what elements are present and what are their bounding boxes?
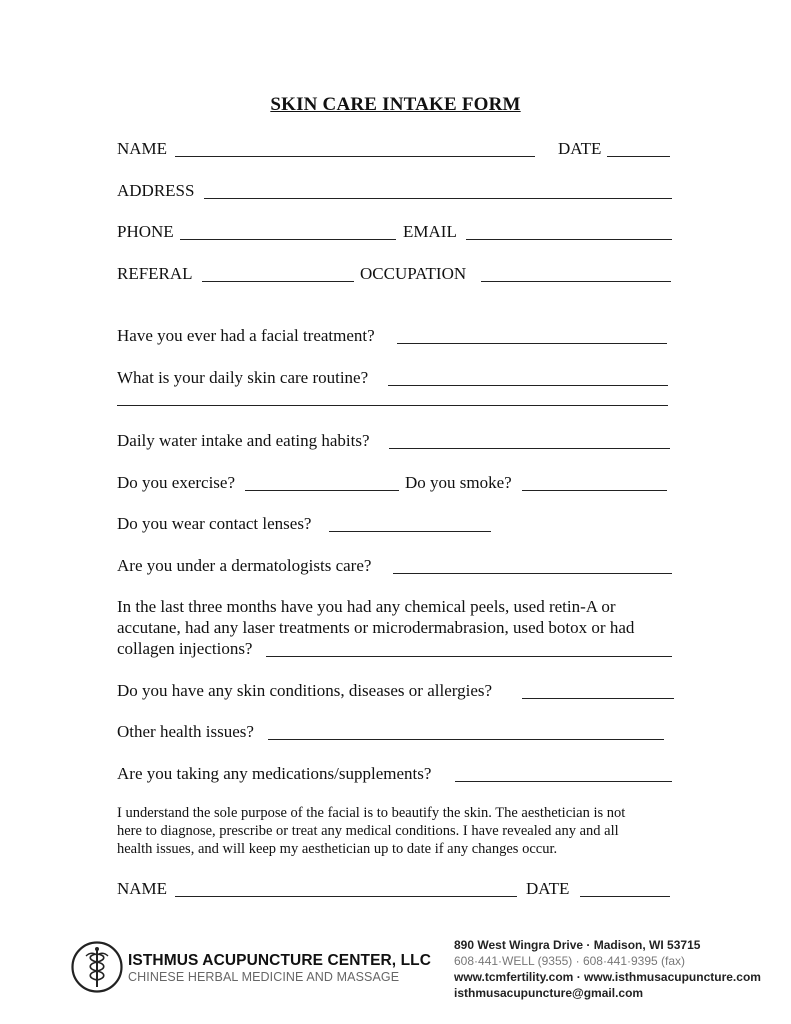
question-conditions: Do you have any skin conditions, diseases or allergies? [117, 681, 493, 700]
company-tagline: CHINESE HERBAL MEDICINE AND MASSAGE [128, 970, 400, 984]
question-exercise: Do you exercise? [117, 473, 236, 492]
answer-facial-field[interactable] [397, 343, 667, 344]
address-field[interactable] [204, 198, 672, 199]
statement-line2: here to diagnose, prescribe or treat any medical conditions. I have revealed any and all [117, 823, 619, 839]
address-label: ADDRESS [117, 181, 195, 200]
date-field[interactable] [607, 156, 670, 157]
question-peels-line2: accutane, had any laser treatments or microdermabrasion, used botox or had [117, 618, 635, 637]
answer-contacts-field[interactable] [329, 531, 491, 532]
answer-dermatologist-field[interactable] [393, 573, 672, 574]
signoff-name-field[interactable] [175, 896, 517, 897]
question-dermatologist: Are you under a dermatologists care? [117, 556, 372, 575]
footer-address: 890 West Wingra Drive · Madison, WI 53715 [454, 938, 701, 952]
answer-exercise-field[interactable] [245, 490, 399, 491]
question-smoke: Do you smoke? [405, 473, 512, 492]
footer-websites: www.tcmfertility.com · www.isthmusacupuncture.com [454, 970, 761, 984]
date-label: DATE [558, 139, 602, 158]
phone-label: PHONE [117, 222, 174, 241]
question-peels-line3: collagen injections? [117, 639, 253, 658]
phone-field[interactable] [180, 239, 396, 240]
answer-health-field[interactable] [268, 739, 664, 740]
statement-line1: I understand the sole purpose of the facial is to beautify the skin. The aesthetician is not [117, 805, 626, 821]
question-routine: What is your daily skin care routine? [117, 368, 369, 387]
footer-phone: 608·441·WELL (9355) · 608·441·9395 (fax) [454, 954, 686, 968]
question-water: Daily water intake and eating habits? [117, 431, 370, 450]
question-peels-line1: In the last three months have you had any chemical peels, used retin-A or [117, 597, 616, 616]
answer-peels-field[interactable] [266, 656, 672, 657]
signoff-name-label: NAME [117, 879, 168, 898]
question-facial: Have you ever had a facial treatment? [117, 326, 375, 345]
form-title: SKIN CARE INTAKE FORM [270, 94, 521, 115]
answer-water-field[interactable] [389, 448, 670, 449]
referal-field[interactable] [202, 281, 354, 282]
signoff-date-field[interactable] [580, 896, 670, 897]
signoff-date-label: DATE [526, 879, 570, 898]
email-field[interactable] [466, 239, 672, 240]
statement-line3: health issues, and will keep my aesthetician up to date if any changes occur. [117, 841, 558, 857]
footer-email: isthmusacupuncture@gmail.com [454, 986, 644, 1000]
company-name: ISTHMUS ACUPUNCTURE CENTER, LLC [128, 952, 432, 969]
answer-routine-field[interactable] [388, 385, 668, 386]
referal-label: REFERAL [117, 264, 193, 283]
email-label: EMAIL [403, 222, 457, 241]
name-field[interactable] [175, 156, 535, 157]
question-health: Other health issues? [117, 722, 254, 741]
occupation-label: OCCUPATION [360, 264, 467, 283]
answer-medications-field[interactable] [455, 781, 672, 782]
occupation-field[interactable] [481, 281, 671, 282]
answer-routine-field-line2[interactable] [117, 405, 668, 406]
answer-smoke-field[interactable] [522, 490, 667, 491]
question-medications: Are you taking any medications/supplements? [117, 764, 432, 783]
caduceus-circle-icon [70, 940, 124, 994]
name-label: NAME [117, 139, 168, 158]
answer-conditions-field[interactable] [522, 698, 674, 699]
question-contacts: Do you wear contact lenses? [117, 514, 312, 533]
